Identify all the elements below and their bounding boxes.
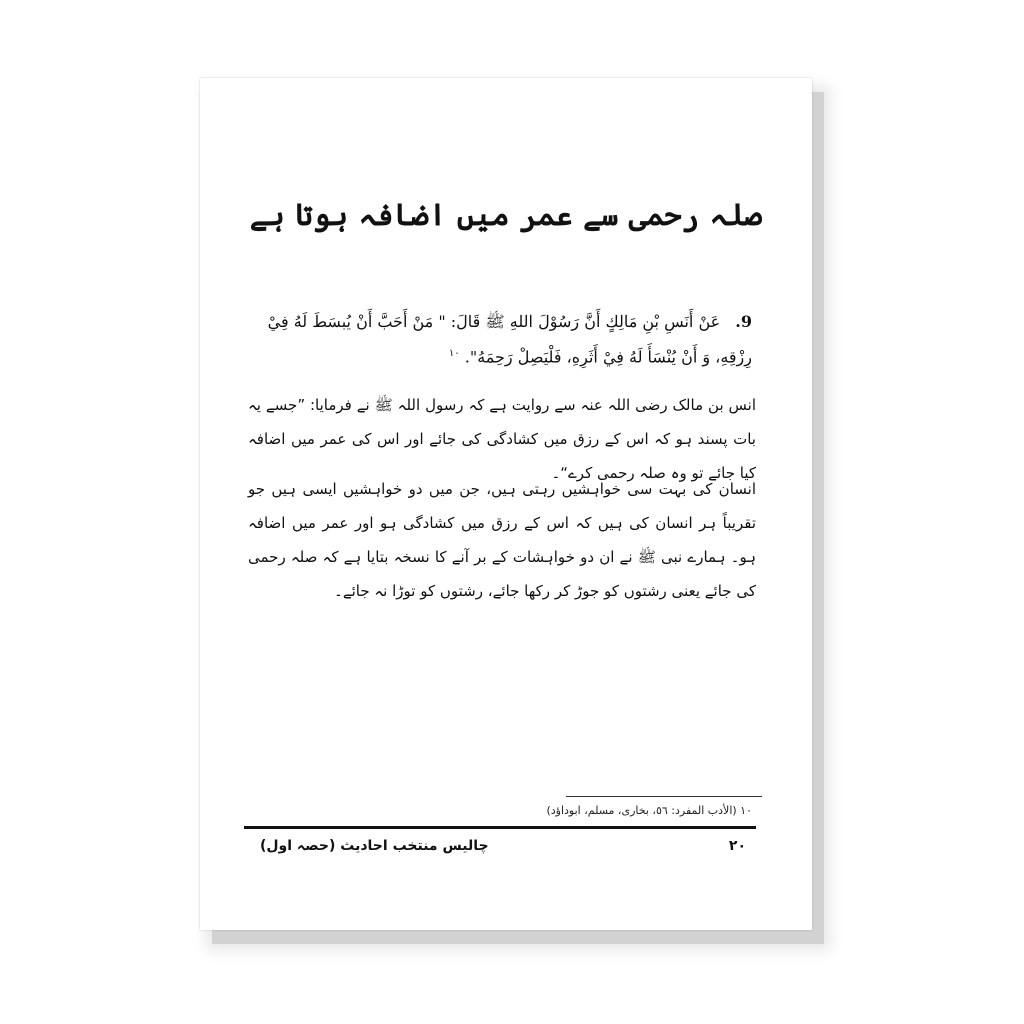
page-number: ٢٠ — [728, 838, 746, 854]
footnote-divider — [566, 796, 762, 797]
footer-divider — [244, 826, 756, 829]
footnote: ١٠ (الأدب المفرد: ٥٦، بخاری، مسلم، ابوداؤد) — [546, 804, 752, 817]
hadith-number: 9. — [735, 312, 752, 331]
paragraph-translation: انس بن مالک رضی اللہ عنہ سے روایت ہے کہ رسول اللہ ﷺ نے فرمایا: ”جسے یہ بات پسند ہو کہ اس کے رزق میں کشادگی کی جائے اور اس کی عمر میں اضافہ کیا جائے تو وہ صلہ رحمی کرے“۔ — [248, 396, 756, 482]
paragraph-commentary: انسان کی بہت سی خواہشیں رہتی ہیں، جن میں دو خواہشیں ایسی ہیں جو تقریباً ہر انسان کی ہیں کہ اس کے رزق میں کشادگی ہو اور عمر میں اضافہ ہو۔ ہمارے نبی ﷺ نے ان دو خواہشات کے بر آنے کا نسخہ بتایا ہے کہ صلہ رحمی کی جائے یعنی رشتوں کو جوڑ کر رکھا جائے، رشتوں کو توڑا نہ جائے۔ — [248, 480, 756, 600]
urdu-commentary — [248, 472, 756, 608]
hadith-arabic: عَنْ أَنَسِ بْنِ مَالِكٍ أَنَّ رَسُوْلَ اللهِ ﷺ قَالَ: " مَنْ أَحَبَّ أَنْ يُبسَطَ لَهُ فِيْ رِزْقِهِ، وَ أَنْ يُنْسَأَ لَهُ فِيْ أَثَرِهِ، فَلْيَصِلْ رَحِمَهُ". — [267, 312, 752, 367]
page-title: صلہ رحمی سے عمر میں اضافہ ہوتا ہے — [249, 198, 763, 233]
hadith-arabic-text — [260, 306, 752, 373]
footnote-marker: ١٠ — [448, 348, 460, 359]
document-page — [200, 78, 812, 930]
footer-book-title: چالیس منتخب احادیث (حصہ اول) — [260, 838, 489, 854]
